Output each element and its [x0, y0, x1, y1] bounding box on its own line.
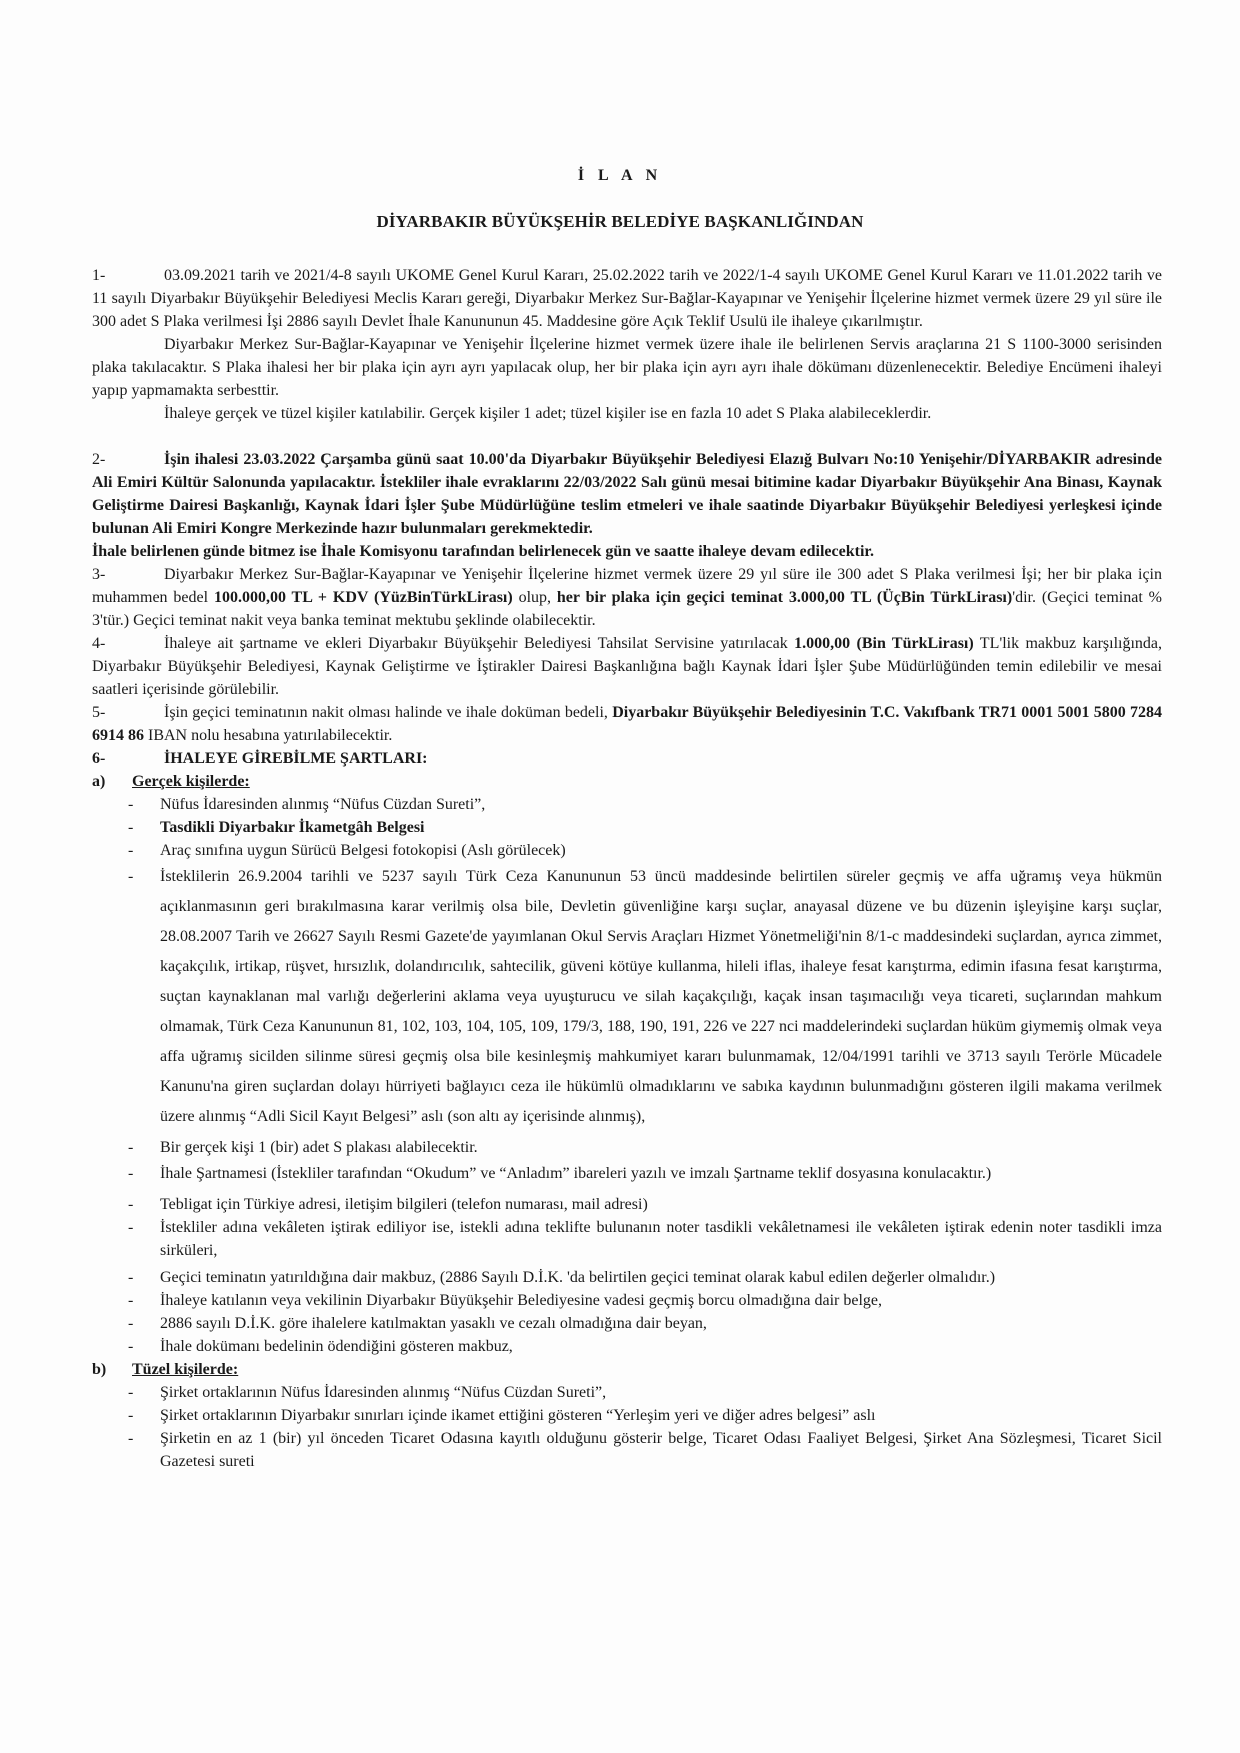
list-item: - Nüfus İdaresinden alınmış “Nüfus Cüzdan Sureti”, — [92, 793, 1162, 816]
section-2 — [92, 448, 1162, 540]
subsection-letter: b) — [92, 1361, 107, 1378]
list-item: - Geçici teminatın yatırıldığına dair makbuz, (2886 Sayılı D.İ.K. 'da belirtilen geçici teminat olarak kabul edilen değerler olmalıdır.) — [92, 1266, 1162, 1289]
section-4-text: İhaleye ait şartname ve ekleri Diyarbakır Büyükşehir Belediyesi Tahsilat Servisine yatırılacak — [164, 635, 795, 652]
section-number: 2- — [92, 451, 106, 468]
list-item: - İhale dokümanı bedelinin ödendiğini gösteren makbuz, — [92, 1335, 1162, 1358]
section-4 — [92, 632, 1162, 701]
section-1 — [92, 264, 1162, 333]
subsection-letter: a) — [92, 773, 106, 790]
page-subtitle: DİYARBAKIR BÜYÜKŞEHİR BELEDİYE BAŞKANLIĞINDAN — [376, 212, 864, 231]
section-1-paragraph-2: Diyarbakır Merkez Sur-Bağlar-Kayapınar ve Yenişehir İlçelerine hizmet vermek üzere ihale ile belirlenen Servis araçlarına 21 S 1100-3000 serisinden plaka takılacaktır. S Plaka ihalesi her bir plaka için ayrı ayrı yapılacak olup, her bir plaka için ayrı ayrı ihale dökümanı düzenlenecektir. Belediye Encümeni ihaleyi yapıp yapmamakta serbesttir. — [92, 336, 1162, 399]
subsection-b-heading — [92, 1358, 1162, 1381]
section-number: 5- — [92, 704, 106, 721]
section-3-text: 'dir. (Geçici teminat % 3'tür.) Geçici teminat nakit veya banka teminat mektubu şeklinde olabilecektir. — [92, 589, 1162, 629]
estimated-price: 100.000,00 TL + KDV (YüzBinTürkLirası) — [213, 589, 513, 606]
announcement-body — [92, 264, 1162, 1473]
list-item: - İsteklilerin 26.9.2004 tarihli ve 5237 sayılı Türk Ceza Kanununun 53 üncü maddesinde belirtilen süreler geçmiş ve affa uğramış veya hükmün açıklanmasının geri bırakılmasına karar verilmiş olsa bile, Devletin güvenliğine karşı suçlar, anayasal düzene ve bu düzenin işleyişine karşı suçlar, 28.08.2007 Tarih ve 26627 Sayılı Resmi Gazete'de yayımlanan Okul Servis Araçları Hizmet Yönetmeliği'nin 8/1-c maddesindeki suçlardan, ayrıca zimmet, kaçakçılık, irtikap, rüşvet, hırsızlık, dolandırıcılık, sahtecilik, güveni kötüye kullanma, hileli iflas, ihaleye fesat karıştırma, edimin ifasına fesat karıştırma, suçtan kaynaklanan mal varlığı değerlerini aklama veya uyuşturucu ve silah kaçakçılığı, kaçak insan taşımacılığı veya ticareti, suçlarından mahkum olmamak, Türk Ceza Kanununun 81, 102, 103, 104, 105, 109, 179/3, 188, 190, 191, 226 ve 227 nci maddelerindeki suçlardan hüküm giymemiş olmak veya affa uğramış sicilden silinme süresi geçmiş olsa bile kesinleşmiş mahkumiyet kararı bulunmamak, 12/04/1991 tarihli ve 3713 sayılı Terörle Mücadele Kanunu'na giren suçlardan dolayı hürriyeti bağlayıcı ceza ile hükümlü olmadıklarını ve sabıka kaydının bulunmadığını gösteren ilgili makama verilmek üzere alınmış “Adli Sicil Kayıt Belgesi” aslı (son altı ay içerisinde alınmış), — [92, 862, 1162, 1132]
section-2-text: İşin ihalesi 23.03.2022 Çarşamba günü saat 10.00'da Diyarbakır Büyükşehir Belediyesi Elazığ Bulvarı No:10 Yenişehir/DİYARBAKIR adresinde Ali Emiri Kültür Salonunda yapılacaktır. İstekliler ihale evraklarını 22/03/2022 Salı günü mesai bitimine kadar Diyarbakır Büyükşehir Ana Binası, Kaynak Geliştirme Dairesi Başkanlığı, Kaynak İdari İşler Şube Müdürlüğüne teslim etmeleri ve ihale saatinde Diyarbakır Büyükşehir Belediyesi yerleşkesi içinde bulunan Ali Emiri Kongre Merkezinde hazır bulunmaları gerekmektedir. — [92, 451, 1162, 537]
natural-person-requirements — [92, 793, 1162, 1358]
document-fee: 1.000,00 (Bin TürkLirası) — [794, 635, 974, 652]
list-item: - İstekliler adına vekâleten iştirak ediliyor ise, istekli adına teklifte bulunanın noter tasdikli vekâletnamesi ile vekâleten iştirak edenin noter tasdikli imza sirküleri, — [92, 1216, 1162, 1262]
list-item: - Şirket ortaklarının Nüfus İdaresinden alınmış “Nüfus Cüzdan Sureti”, — [92, 1381, 1162, 1404]
list-item — [92, 816, 1162, 839]
subsection-title: Gerçek kişilerde: — [132, 773, 250, 790]
list-item: - 2886 sayılı D.İ.K. göre ihalelere katılmaktan yasaklı ve cezalı olmadığına dair beyan, — [92, 1312, 1162, 1335]
section-3 — [92, 563, 1162, 632]
section-4-text: TL'lik makbuz karşılığında, Diyarbakır Büyükşehir Belediyesi, Kaynak Geliştirme ve İştirakler Dairesi Başkanlığına bağlı Kaynak İdari İşler Şube Müdürlüğünden temin edilebilir ve mesai saatleri içerisinde görülebilir. — [92, 635, 1163, 698]
section-number: 3- — [92, 566, 106, 583]
page-title: İ L A N — [577, 167, 663, 184]
bank-account: Diyarbakır Büyükşehir Belediyesinin T.C. Vakıfbank TR71 0001 5001 5800 7284 6914 86 — [92, 704, 1162, 744]
list-item: - Araç sınıfına uygun Sürücü Belgesi fotokopisi (Aslı görülecek) — [92, 839, 1162, 862]
section-3-text: olup, — [512, 589, 557, 606]
section-5-text: IBAN nolu hesabına yatırılabilecektir. — [144, 727, 393, 744]
section-6 — [92, 747, 1162, 770]
list-item: - İhaleye katılanın veya vekilinin Diyarbakır Büyükşehir Belediyesine vadesi geçmiş borcu olmadığına dair belge, — [92, 1289, 1162, 1312]
section-2-paragraph-2 — [92, 540, 1162, 563]
list-item: - Şirketin en az 1 (bir) yıl önceden Ticaret Odasına kayıtlı olduğunu gösterir belge, Ticaret Odası Faaliyet Belgesi, Şirket Ana Sözleşmesi, Ticaret Sicil Gazetesi sureti — [92, 1427, 1162, 1473]
section-1-text: 03.09.2021 tarih ve 2021/4-8 sayılı UKOME Genel Kurul Kararı, 25.02.2022 tarih ve 2022/1-4 sayılı UKOME Genel Kurul Kararı ve 11.01.2022 tarih ve 11 sayılı Diyarbakır Büyükşehir Belediyesi Meclis Kararı gereği, Diyarbakır Merkez Sur-Bağlar-Kayapınar ve Yenişehir İlçelerine hizmet vermek üzere 29 yıl süre ile 300 adet S Plaka verilmesi İşi 2886 sayılı Devlet İhale Kanununun 45. Maddesine göre Açık Teklif Usulü ile ihaleye çıkarılmıştır. — [92, 267, 1162, 330]
subsection-title: Tüzel kişilerde: — [132, 1361, 239, 1378]
section-5 — [92, 701, 1162, 747]
section-number: 1- — [92, 267, 106, 284]
section-2-note: İhale belirlenen günde bitmez ise İhale Komisyonu tarafından belirlenecek gün ve saatte ihaleye devam edilecektir. — [92, 543, 875, 560]
list-item-bold: Tasdikli Diyarbakır İkametgâh Belgesi — [160, 819, 425, 836]
section-number: 4- — [92, 635, 106, 652]
list-item: - İhale Şartnamesi (İstekliler tarafından “Okudum” ve “Anladım” ibareleri yazılı ve imzalı Şartname teklif dosyasına konulacaktır.) — [92, 1159, 1162, 1189]
list-item: - Bir gerçek kişi 1 (bir) adet S plakası alabilecektir. — [92, 1136, 1162, 1159]
list-item: - Şirket ortaklarının Diyarbakır sınırları içinde ikamet ettiğini gösteren “Yerleşim yeri ve diğer adres belgesi” aslı — [92, 1404, 1162, 1427]
section-5-text: İşin geçici teminatının nakit olması halinde ve ihale doküman bedeli, — [164, 704, 613, 721]
section-6-title: İHALEYE GİREBİLME ŞARTLARI: — [164, 750, 428, 767]
list-item: - Tebligat için Türkiye adresi, iletişim bilgileri (telefon numarası, mail adresi) — [92, 1193, 1162, 1216]
section-1-paragraph-3: İhaleye gerçek ve tüzel kişiler katılabilir. Gerçek kişiler 1 adet; tüzel kişiler ise en fazla 10 adet S Plaka alabileceklerdir. — [164, 405, 932, 422]
section-3-text: Diyarbakır Merkez Sur-Bağlar-Kayapınar ve Yenişehir İlçelerine hizmet vermek üzere 29 yıl süre ile 300 adet S Plaka verilmesi İşi; her bir plaka için muhammen bedel — [92, 566, 1162, 606]
legal-entity-requirements — [92, 1381, 1162, 1473]
subsection-a-heading — [92, 770, 1162, 793]
temporary-guarantee: her bir plaka için geçici teminat 3.000,00 TL (ÜçBin TürkLirası) — [556, 589, 1013, 606]
section-number: 6- — [92, 750, 106, 767]
